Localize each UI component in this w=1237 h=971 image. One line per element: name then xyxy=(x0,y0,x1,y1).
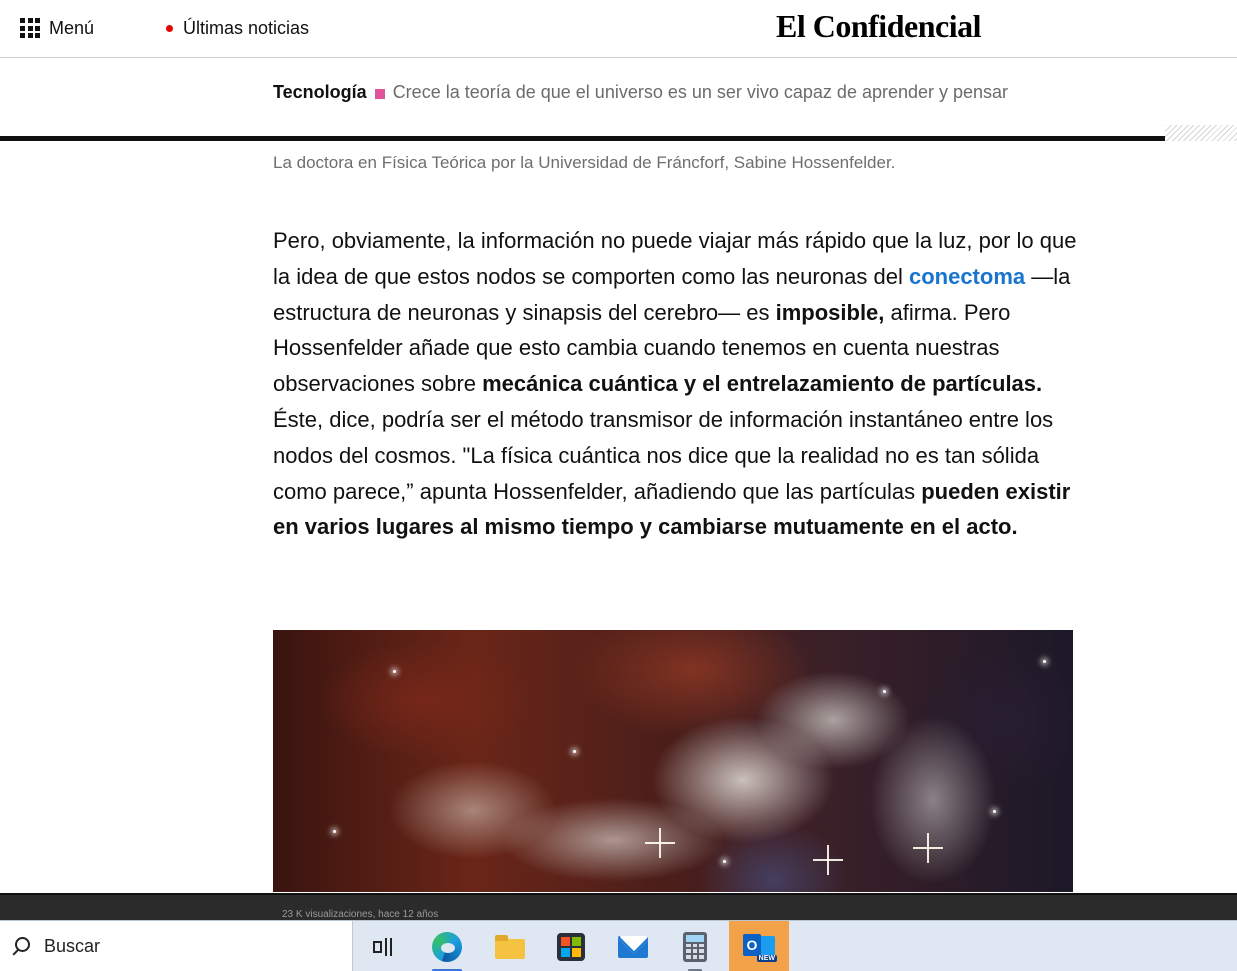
folder-icon xyxy=(495,935,525,959)
section-marker-icon xyxy=(375,89,385,99)
conectoma-link[interactable]: conectoma xyxy=(908,263,1026,289)
mail-button[interactable] xyxy=(604,921,662,971)
site-header xyxy=(0,0,1237,58)
live-dot-icon xyxy=(166,25,173,32)
windows-taskbar xyxy=(0,920,1237,971)
menu-label: Menú xyxy=(49,17,95,38)
mail-icon xyxy=(618,936,648,958)
latest-news-link[interactable] xyxy=(166,17,309,39)
store-icon xyxy=(557,933,585,961)
paragraph-text: afirma. Pero Hossenfelder añade que esto cambia cuando tenemos en cuenta nuestras observaciones sobre xyxy=(273,299,1011,397)
paragraph-text: —la estructura de neuronas y sinapsis del cerebro— es xyxy=(273,263,1071,325)
grid-menu-icon xyxy=(20,18,40,38)
paragraph-bold: imposible, xyxy=(775,299,885,325)
paragraph-text: Éste, dice, podría ser el método transmisor de información instantáneo entre los nodos del cosmos. "La física cuántica nos dice que la realidad no es tan sólida como parece,” apunta Hossenfelder, añadiendo que las partículas xyxy=(273,406,1054,504)
task-view-icon xyxy=(373,938,395,956)
section-breadcrumb xyxy=(273,80,1008,104)
section-bar xyxy=(0,59,1237,125)
paragraph-text: Pero, obviamente, la información no puede viajar más rápido que la luz, por lo que la idea de que estos nodos se comporten como las neuronas del xyxy=(273,228,1077,289)
article-headline[interactable]: Crece la teoría de que el universo es un ser vivo capaz de aprender y pensar xyxy=(392,81,1009,102)
calculator-button[interactable] xyxy=(666,921,724,971)
nebula-image xyxy=(273,630,1073,892)
edge-icon xyxy=(432,932,462,962)
section-link[interactable]: Tecnología xyxy=(273,81,367,102)
decorative-stripes xyxy=(1165,125,1237,141)
search-icon xyxy=(10,936,32,958)
menu-button[interactable] xyxy=(20,17,94,39)
task-view-button[interactable] xyxy=(355,921,413,971)
video-meta: 23 K visualizaciones, hace 12 años xyxy=(282,909,439,920)
taskbar-search[interactable] xyxy=(0,921,353,971)
video-strip xyxy=(0,893,1237,920)
calculator-icon xyxy=(683,932,707,962)
new-badge: NEW xyxy=(758,954,775,962)
store-button[interactable] xyxy=(542,921,600,971)
article-paragraph xyxy=(273,223,1088,545)
paragraph-bold: pueden existir en varios lugares al mismo tiempo y cambiarse mutuamente en el acto. xyxy=(273,478,1071,540)
reading-progress-bar xyxy=(0,136,1165,141)
outlook-icon: O NEW xyxy=(743,932,775,962)
search-placeholder: Buscar xyxy=(44,936,101,956)
edge-button[interactable] xyxy=(418,921,476,971)
site-logo[interactable]: El Confidencial xyxy=(776,8,981,44)
outlook-button[interactable] xyxy=(729,921,789,971)
latest-news-label: Últimas noticias xyxy=(183,17,310,38)
image-caption: La doctora en Física Teórica por la Universidad de Fráncforf, Sabine Hossenfelder. xyxy=(273,153,896,172)
file-explorer-button[interactable] xyxy=(481,921,539,971)
paragraph-bold: mecánica cuántica y el entrelazamiento de partículas. xyxy=(482,371,1043,397)
